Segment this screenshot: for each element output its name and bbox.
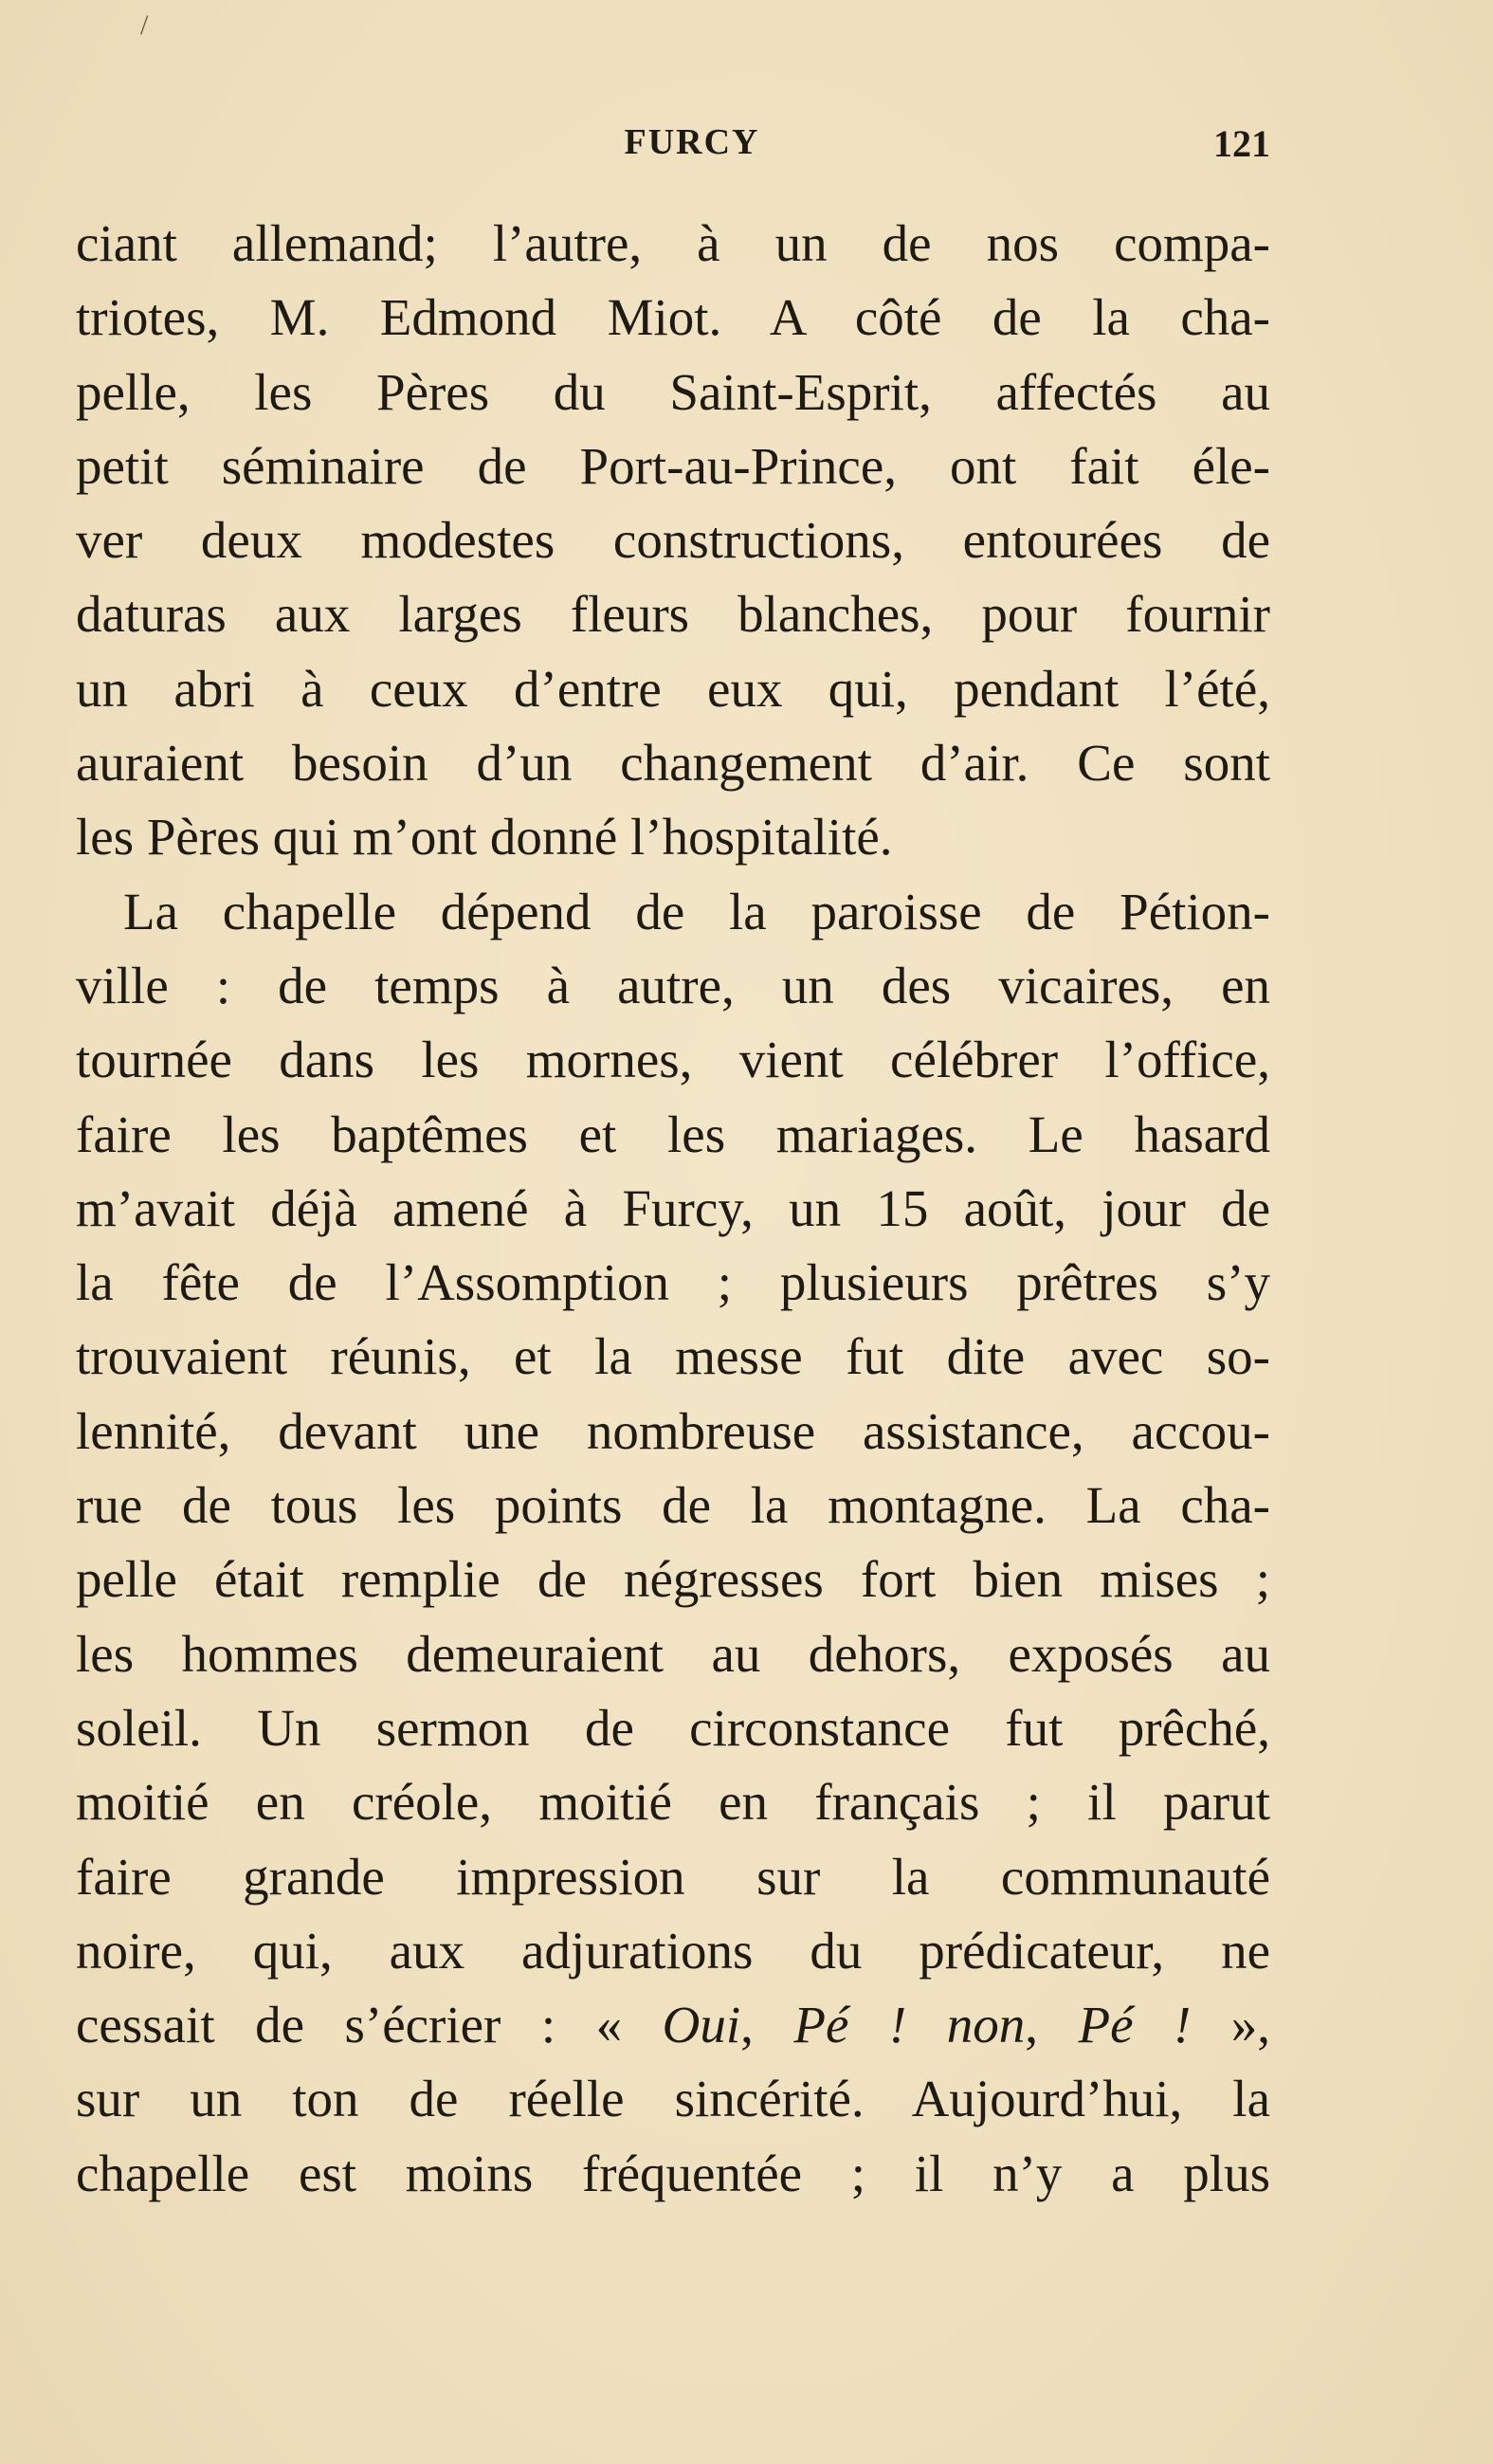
text-line: faire les baptêmes et les mariages. Le hasard: [76, 1104, 1270, 1163]
quote-pe-1: Pé !: [793, 1996, 907, 2054]
text-line: daturas aux larges fleurs blanches, pour fournir: [76, 585, 1270, 644]
text-line: un abri à ceux d’entre eux qui, pendant l’été,: [76, 659, 1270, 718]
text-line: lennité, devant une nombreuse assistance, accou-: [76, 1401, 1270, 1460]
text-line: sur un ton de réelle sincérité. Aujourd’hui, la: [76, 2070, 1270, 2128]
text-line: pelle était remplie de négresses fort bien mises ;: [76, 1550, 1270, 1609]
text-line-quote: [76, 1988, 1270, 2062]
quote-sep-2: [906, 1996, 947, 2053]
text-line: petit séminaire de Port-au-Prince, ont fait éle-: [76, 436, 1270, 495]
text-line: ver deux modestes constructions, entourées de: [76, 511, 1270, 570]
text-line: noire, qui, aux adjurations du prédicateur, ne: [76, 1921, 1270, 1980]
text-line: rue de tous les points de la montagne. La cha-: [76, 1476, 1270, 1535]
text-line: faire grande impression sur la communauté: [76, 1847, 1270, 1906]
text-line: soleil. Un sermon de circonstance fut prêché,: [76, 1698, 1270, 1757]
text-line: tournée dans les mornes, vient célébrer l’office,: [76, 1031, 1270, 1089]
running-title: FURCY: [624, 122, 760, 162]
page-header: [76, 121, 1270, 169]
quote-sep-3: ,: [1025, 1996, 1079, 2054]
quote-non: non: [946, 1996, 1026, 2054]
text-line: triotes, M. Edmond Miot. A côté de la cha-: [76, 288, 1270, 347]
text-line: les Pères qui m’ont donné l’hospitalité.: [76, 808, 893, 867]
quote-pe-2: Pé !: [1078, 1996, 1192, 2054]
text-line: moitié en créole, moitié en français ; il parut: [76, 1773, 1270, 1832]
text-line: les hommes demeuraient au dehors, exposés au: [76, 1624, 1270, 1683]
text-line: auraient besoin d’un changement d’air. Ce sont: [76, 734, 1270, 793]
text-line: trouvaient réunis, et la messe fut dite avec so-: [76, 1327, 1270, 1386]
quote-sep-1: ,: [740, 1996, 794, 2054]
quote-oui: Oui: [662, 1996, 741, 2054]
quote-after: »,: [1191, 1996, 1270, 2054]
text-line: pelle, les Pères du Saint-Esprit, affectés au: [76, 362, 1270, 421]
text-line: ciant allemand; l’autre, à un de nos compa-: [76, 214, 1270, 272]
text-line: La chapelle dépend de la paroisse de Pétion-: [123, 882, 1270, 940]
body-text: [76, 207, 1270, 2211]
text-line: m’avait déjà amené à Furcy, un 15 août, jour de: [76, 1178, 1270, 1237]
quote-before: cessait de s’écrier : «: [76, 1996, 663, 2054]
text-line: chapelle est moins fréquentée ; il n’y a plus: [76, 2144, 1270, 2202]
text-line: la fête de l’Assomption ; plusieurs prêtres s’y: [76, 1253, 1270, 1312]
text-line: ville : de temps à autre, un des vicaires, en: [76, 956, 1270, 1014]
page-number: 121: [1213, 122, 1270, 165]
stray-pencil-mark: /: [140, 9, 149, 41]
